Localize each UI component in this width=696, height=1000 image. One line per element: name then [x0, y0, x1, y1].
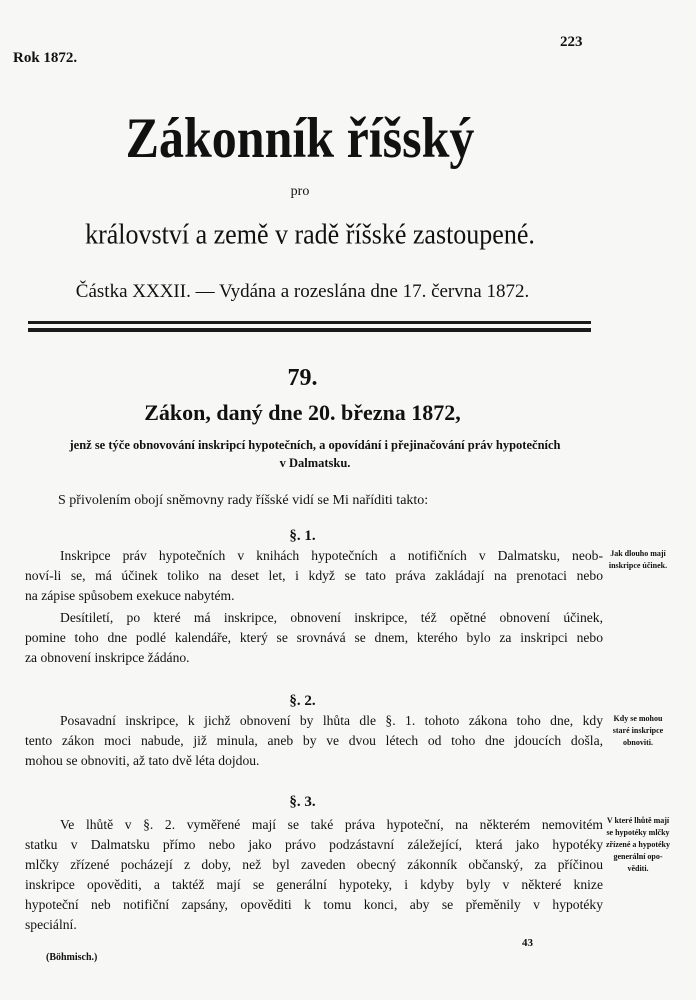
margin-note-line: staré inskripce [612, 726, 664, 735]
main-title: Zákonník říšský [125, 105, 475, 170]
text-line: Posavadní inskripce, k jichž obnovení by lhůta dle §. 1. tohoto zákona toho dne, kdy [60, 713, 603, 728]
section-2-paragraph-1 [25, 711, 603, 771]
margin-note-line: generální opo- [613, 852, 663, 861]
law-subtitle [30, 436, 600, 472]
text-line: Desítiletí, po které má inskripce, obnovení inskripce, též opětné obnovení účinek, [60, 610, 603, 625]
text-line: noví-li se, má účinek toliko na deset let, i když se tato práva zakládají na prenotaci nebo [25, 568, 603, 583]
footer-language-note: (Böhmisch.) [46, 952, 98, 963]
section-1-heading: §. 1. [289, 528, 316, 544]
signature-number: 43 [522, 937, 533, 949]
text-line: inskripce opověditi, a taktéž mají se generální hypoteky, i kdyby byly v některé knize [25, 877, 603, 892]
page-number: 223 [560, 34, 583, 50]
law-title: Zákon, daný dne 20. března 1872, [144, 400, 461, 425]
text-line: Inskripce práv hypotečních v knihách hypotečních a notifičních v Dalmatsku, neob- [60, 548, 603, 563]
margin-note-line: V které lhůtě mají [606, 816, 670, 825]
year-label: Rok 1872. [13, 50, 78, 66]
margin-note-line: zřízené a hypotéky [606, 840, 670, 849]
divider-rule-thick [28, 328, 591, 332]
margin-note-line: věditi. [627, 864, 649, 873]
margin-note-line: obnoviti. [622, 738, 653, 747]
section-3-heading: §. 3. [289, 794, 316, 810]
law-number: 79. [287, 365, 318, 391]
margin-note-line: Kdy se mohou [613, 714, 663, 723]
margin-note-2 [605, 713, 671, 749]
section-2-heading: §. 2. [289, 693, 316, 709]
text-line: hypoteční neb notifiční zapsány, opověditi k tomu konci, aby se přeměnily v hypotéky [25, 897, 603, 912]
title-pro: pro [290, 184, 310, 199]
preamble: S přivolením obojí sněmovny rady říšské vidí se Mi naříditi takto: [58, 493, 429, 508]
section-1-paragraph-1 [25, 546, 603, 606]
text-line: mlčky zřízené pocházejí z doby, než byl zaveden obecný zákonník občanský, za příčinou [25, 857, 603, 872]
section-1-paragraph-2 [25, 608, 603, 668]
law-subtitle-line: jenž se týče obnovování inskripcí hypotečních, a opovídání i přejinačování práv hypotečních [69, 438, 561, 452]
text-line: na zápise spůsobem exekuce nabytém. [25, 588, 235, 603]
text-line: speciální. [25, 917, 77, 932]
text-line: statku v Dalmatsku přímo nebo jako právo podzástavní záležející, která jako hypotéky [25, 837, 603, 852]
law-subtitle-line: v Dalmatsku. [279, 456, 351, 470]
issue-line: Částka XXXII. — Vydána a rozeslána dne 17. června 1872. [75, 281, 530, 302]
divider-rule-thin [28, 321, 591, 324]
text-line: za obnovení inskripce žádáno. [25, 650, 190, 665]
text-line: tento zákon moci nabude, již minula, aneb by ve dvou létech od toho dne jdoucích došla, [25, 733, 603, 748]
section-3-paragraph-1 [25, 815, 603, 935]
margin-note-line: inskripce účinek. [608, 561, 668, 570]
margin-note-line: se hypotéky mlčky [606, 828, 670, 837]
text-line: mohou se obnoviti, až tato dvě léta dojdou. [25, 753, 260, 768]
margin-note-line: Jak dlouho mají [610, 549, 666, 558]
margin-note-3 [605, 815, 671, 875]
text-line: pomine toho dne podlé kalendáře, který se srovnává se dnem, kterého bylo za inskripci nebo [25, 630, 603, 645]
margin-note-1 [605, 548, 671, 572]
text-line: Ve lhůtě v §. 2. vyměřené mají se také práva hypoteční, na některém nemovitém [60, 817, 603, 832]
title-subtitle: království a země v radě říšské zastoupené. [85, 218, 535, 250]
